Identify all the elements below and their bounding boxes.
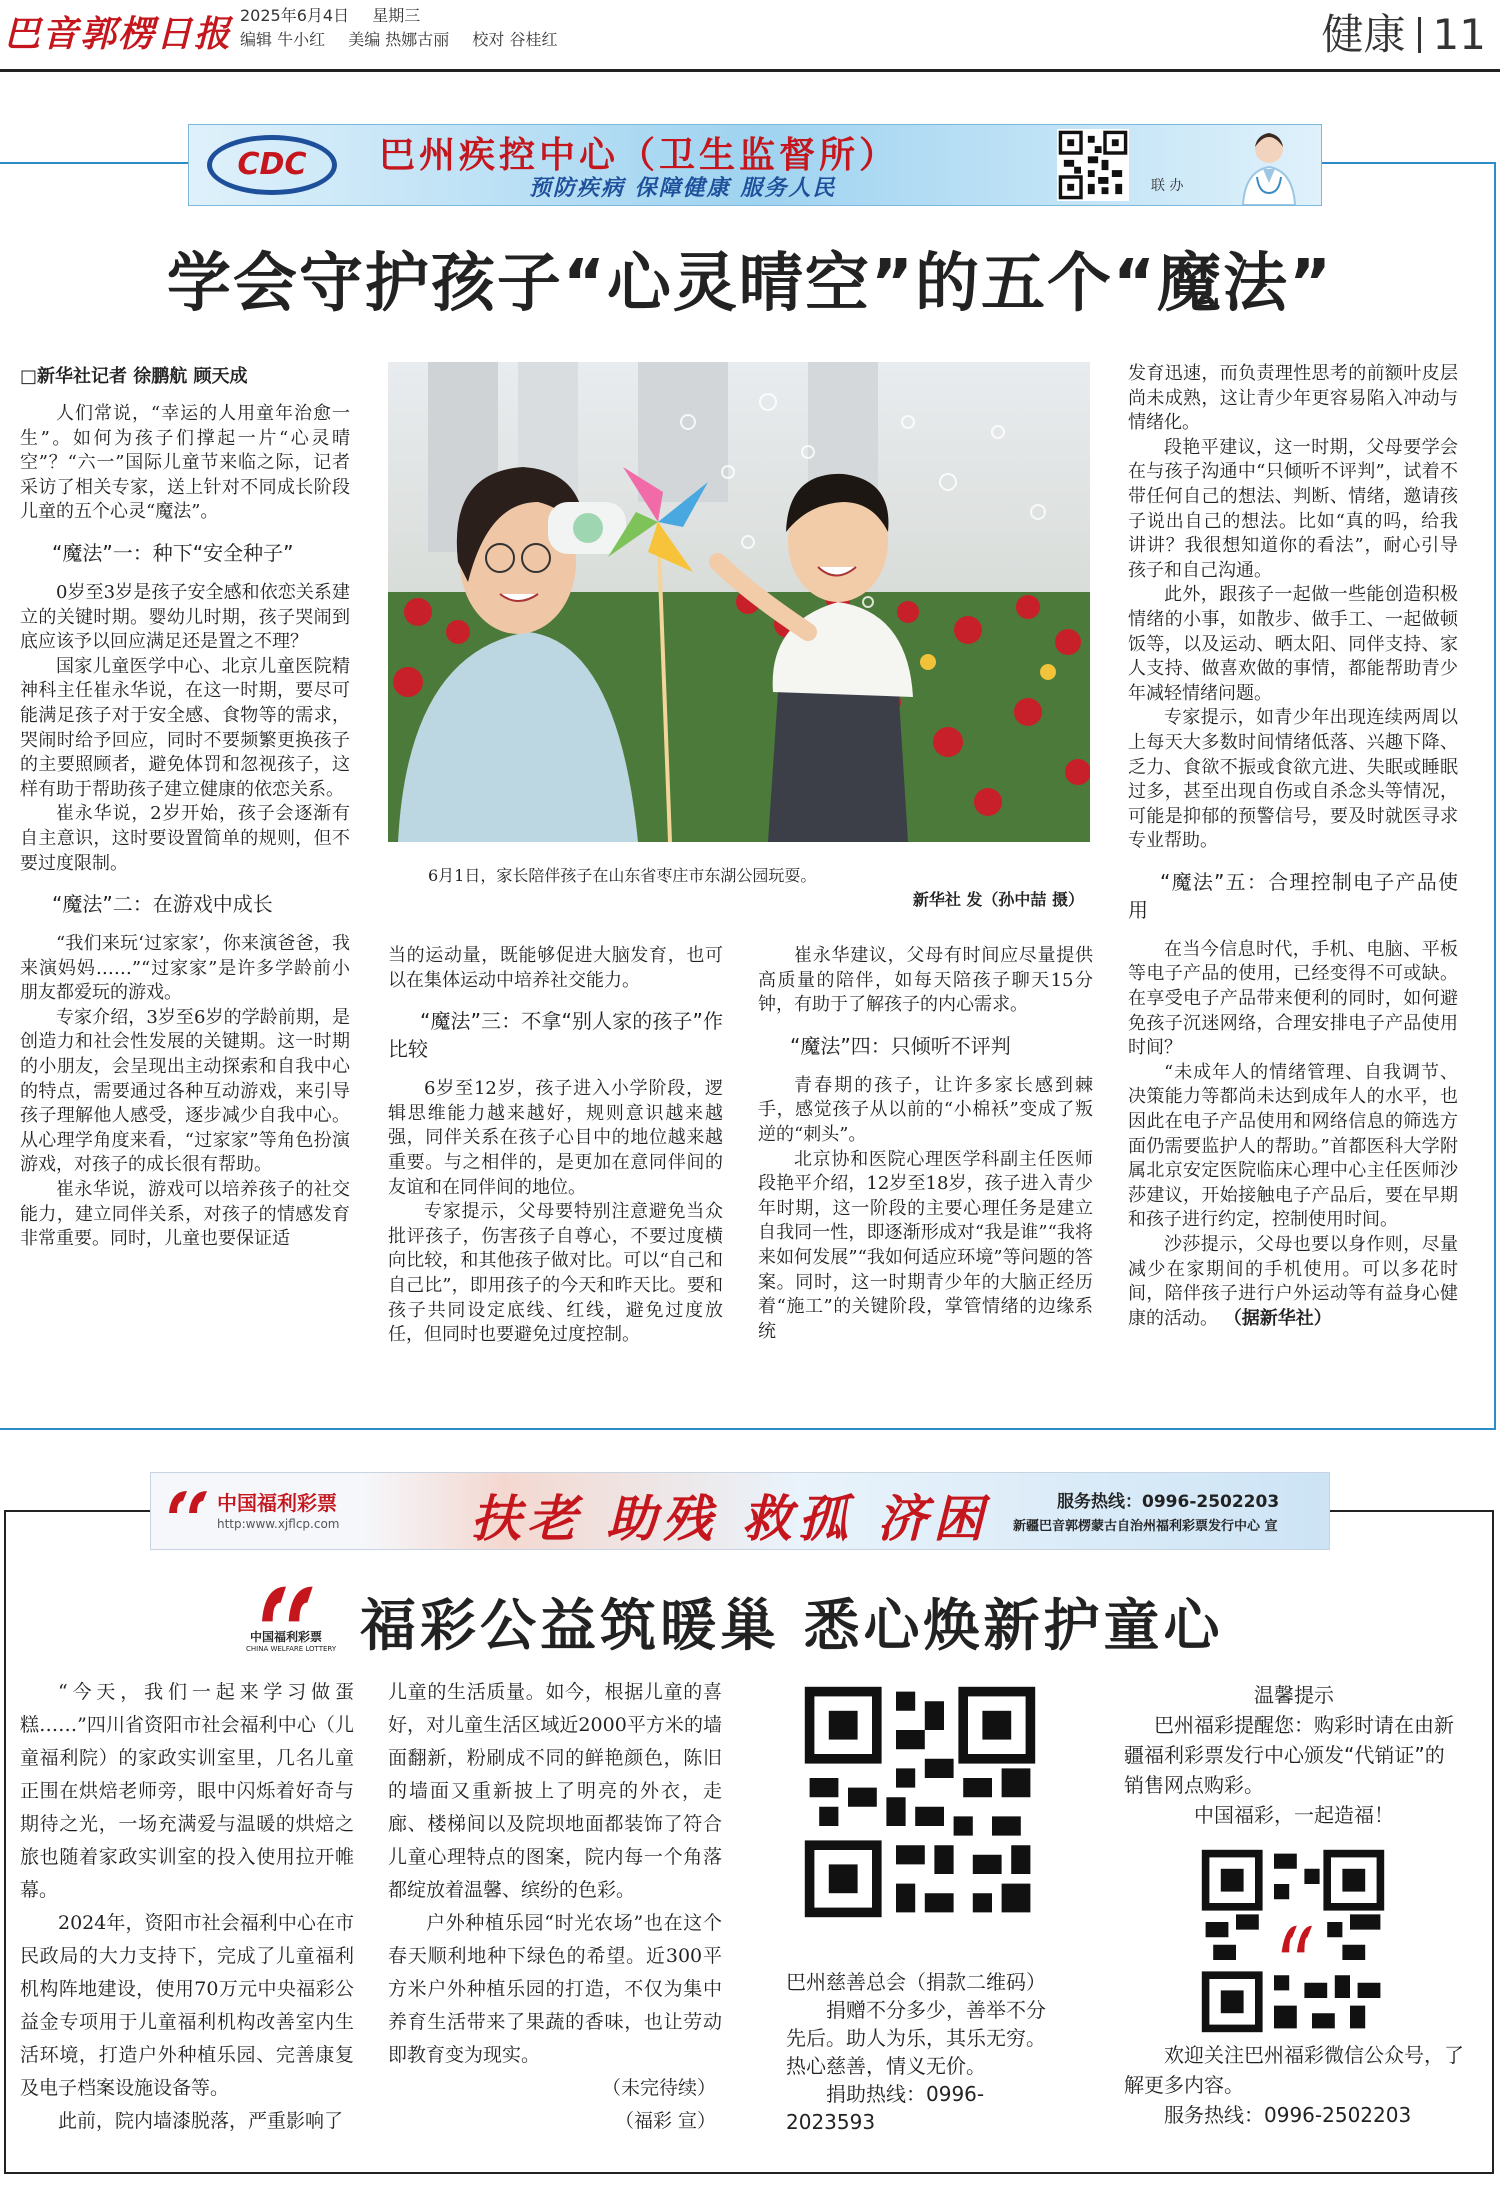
section-heading: “魔法”五：合理控制电子产品使用 xyxy=(1128,869,1458,922)
cdc-banner xyxy=(188,124,1322,206)
donation-title: 巴州慈善总会（捐款二维码） xyxy=(786,1970,1046,1994)
photo-caption xyxy=(388,864,1090,912)
proofreader: 校对 谷桂红 xyxy=(472,30,558,49)
lottery-slogan: 扶老 助残 救孤 济困 xyxy=(471,1490,990,1548)
cdc-title: 巴州疾控中心（卫生监督所） xyxy=(379,135,900,176)
donation-qr-code-icon xyxy=(800,1682,1040,1922)
paragraph: 崔永华说，2岁开始，孩子会逐渐有自主意识，这时要设置简单的规则，但不要过度限制。 xyxy=(20,803,350,874)
cdc-qr-code-icon xyxy=(1057,129,1129,201)
article-column-1 xyxy=(20,402,350,1252)
wechat-qr-code-icon xyxy=(1198,1846,1388,2036)
lottery-banner xyxy=(150,1472,1330,1550)
cdc-logo: CDC xyxy=(207,135,337,195)
paragraph: 发育迅速，而负责理性思考的前额叶皮层尚未成熟，这让青少年更容易陷入冲动与情绪化。 xyxy=(1128,363,1458,434)
paragraph: 6岁至12岁，孩子进入小学阶段，逻辑思维能力越来越好，规则意识越来越强，同伴关系在孩子心目中的地位越来越重要。与之相伴的，是更加在意同伴间的友谊和在同伴间的地位。 xyxy=(388,1078,723,1198)
lottery-hotline: 服务热线：0996-2502203 xyxy=(1057,1492,1280,1512)
cdc-partner-label: 联 办 xyxy=(1151,178,1184,194)
paragraph: 段艳平建议，这一时期，父母要学会在与孩子沟通中“只倾听不评判”，试着不带任何自己的想法、判断、情绪，邀请孩子说出自己的想法。比如“真的吗，给我讲讲？我很想知道你的看法”，耐心引导孩子和自己沟通。 xyxy=(1128,436,1458,581)
paragraph: 专家提示，父母要特别注意避免当众批评孩子，伤害孩子自尊心，不要过度横向比较，和其他孩子做对比。可以“自己和自己比”，即用孩子的今天和昨天比。要和孩子共同设定底线、红线，避免过度放任，但同时也要避免过度控制。 xyxy=(388,1201,723,1346)
donation-hotline: 捐助热线：0996-2023593 xyxy=(786,2082,985,2134)
logo-brand-subtext: CHINA WELFARE LOTTERY xyxy=(246,1645,337,1653)
editor: 编辑 牛小红 xyxy=(240,30,326,49)
article-source: （据新华社） xyxy=(1223,1307,1332,1329)
paper-name: 巴音郭楞日报 xyxy=(4,14,233,55)
tips-footer xyxy=(1124,2040,1464,2130)
photo-credit: 新华社 发（孙中喆 摄） xyxy=(912,890,1084,909)
section-divider xyxy=(1418,17,1421,53)
paragraph: 在当今信息时代，手机、电脑、平板等电子产品的使用，已经变得不可或缺。在享受电子产品带来便利的同时，如何避免孩子沉迷网络，合理安排电子产品使用时间？ xyxy=(1128,938,1458,1059)
tips-follow: 欢迎关注巴州福彩微信公众号，了解更多内容。 xyxy=(1124,2043,1464,2097)
welfare-lottery-logo-icon xyxy=(165,1487,209,1517)
paragraph: 此前，院内墙漆脱落，严重影响了 xyxy=(58,2110,344,2132)
section-name: 健康 xyxy=(1321,10,1406,59)
issue-date: 2025年6月4日 xyxy=(240,6,350,25)
section-heading: “魔法”一：种下“安全种子” xyxy=(52,540,294,565)
donation-info xyxy=(786,1968,1062,2136)
lottery-column-1 xyxy=(20,1676,354,2138)
section-heading: “魔法”二：在游戏中成长 xyxy=(52,892,273,917)
paragraph: 此外，跟孩子一起做一些能创造积极情绪的小事，如散步、做手工、一起做顿饭等，以及运动、晒太阳、同伴支持、家人支持、做喜欢做的事情，都能帮助青少年减轻情绪问题。 xyxy=(1128,584,1458,704)
paragraph: “我们来玩‘过家家’，你来演爸爸，我来演妈妈……”“过家家”是许多学龄前小朋友都爱玩的游戏。 xyxy=(20,933,350,1004)
article-source: （福彩 宣） xyxy=(614,2110,716,2132)
lottery-article-logo xyxy=(246,1584,337,1653)
paragraph: 崔永华说，游戏可以培养孩子的社交能力，建立同伴关系，对孩子的情感发育非常重要。同时，儿童也要保证适 xyxy=(20,1179,350,1250)
lottery-article-title: 福彩公益筑暖巢 悉心焕新护童心 xyxy=(360,1593,1224,1659)
paragraph-text: 沙莎提示，父母也要以身作则，尽量减少在家期间的手机使用。可以多花时间，陪伴孩子进行户外运动等有益身心健康的活动。 xyxy=(1128,1234,1458,1329)
lottery-brand: 中国福利彩票 xyxy=(217,1491,337,1515)
section-heading: “魔法”三：不拿“别人家的孩子”作比较 xyxy=(388,1009,723,1062)
paragraph: 0岁至3岁是孩子安全感和依恋关系建立的关键时期。婴幼儿时期，孩子哭闹到底应该予以回应满足还是置之不理？ xyxy=(20,581,350,653)
continued-note: （未完待续） xyxy=(601,2077,716,2099)
lottery-column-2 xyxy=(388,1676,722,2138)
page-number: 11 xyxy=(1432,10,1486,59)
paragraph: 儿童的生活质量。如今，根据儿童的喜好，对儿童生活区域近2000平方米的墙面翻新，粉刷成不同的鲜艳颜色，陈旧的墙面又重新披上了明亮的外衣，走廊、楼梯间以及院坝地面都装饰了符合儿童心理特点的图案，院内每一个角落都绽放着温馨、缤纷的色彩。 xyxy=(388,1681,722,1901)
tips-hotline: 服务热线：0996-2502203 xyxy=(1164,2103,1412,2127)
paragraph xyxy=(1128,1233,1458,1331)
cdc-slogan: 预防疾病 保障健康 服务人民 xyxy=(529,176,837,201)
article-byline: □新华社记者 徐鹏航 顾天成 xyxy=(20,366,248,387)
paragraph: “未成年人的情绪管理、自我调节、决策能力等都尚未达到成年人的水平，也因此在电子产品使用和网络信息的筛选方面仍需要监护人的帮助。”首都医科大学附属北京安定医院临床心理中心主任医师沙莎建议，开始接触电子产品后，要在早期和孩子进行约定，控制使用时间。 xyxy=(1128,1061,1458,1231)
masthead xyxy=(0,0,1500,72)
issue-weekday: 星期三 xyxy=(372,6,421,25)
section-label xyxy=(1322,2,1486,62)
section-heading: “魔法”四：只倾听不评判 xyxy=(790,1033,1011,1058)
paragraph: 北京协和医院心理医学科副主任医师段艳平介绍，12岁至18岁，孩子进入青少年时期，这一阶段的主要心理任务是建立自我同一性，即逐渐形成对“我是谁”“我将来如何发展”“我如何适应环境”等问题的答案。同时，这一时期青少年的大脑正经历着“施工”的关键阶段，掌管情绪的边缘系统 xyxy=(758,1148,1093,1342)
paragraph: 青春期的孩子，让许多家长感到棘手，感觉孩子从以前的“小棉袄”变成了叛逆的“刺头”。 xyxy=(758,1074,1093,1145)
tips-motto: 中国福彩，一起造福！ xyxy=(1194,1803,1394,1827)
article-column-2 xyxy=(388,944,723,1348)
paragraph: 专家介绍，3岁至6岁的学龄前期，是创造力和社会性发展的关键期。这一时期的小朋友，会呈现出主动探索和自我中心的特点，需要通过各种互动游戏，来引导孩子理解他人感受，逐步减少自我中心。从心理学角度来看，“过家家”等角色扮演游戏，对孩子的成长很有帮助。 xyxy=(20,1006,350,1176)
paragraph: “今天，我们一起来学习做蛋糕……”四川省资阳市社会福利中心（儿童福利院）的家政实训室里，几名儿童正围在烘焙老师旁，眼中闪烁着好奇与期待之光，一场充满爱与温暖的烘焙之旅也随着家政实训室的投入使用拉开帷幕。 xyxy=(20,1681,354,1901)
welfare-lottery-logo-icon xyxy=(256,1584,316,1624)
article-column-4 xyxy=(1128,362,1458,1331)
tips-box xyxy=(1124,1680,1464,1830)
paragraph: 国家儿童医学中心、北京儿童医院精神科主任崔永华说，在这一时期，要尽可能满足孩子对于安全感、食物等的需求，哭闹时给予回应，同时不要频繁更换孩子的主要照顾者，避免体罚和忽视孩子，这样有助于帮助孩子建立健康的依恋关系。 xyxy=(20,655,350,800)
designer: 美编 热娜古丽 xyxy=(348,30,450,49)
logo-brand-text: 中国福利彩票 xyxy=(249,1630,322,1644)
paragraph: 2024年，资阳市社会福利中心在市民政局的大力支持下，完成了儿童福利机构阵地建设，使用70万元中央福彩公益金专项用于儿童福利机构改善室内生活环境，打造户外种植乐园、完善康复及电子档案设施设备等。 xyxy=(20,1912,354,2099)
paragraph: 户外种植乐园“时光农场”也在这个春天顺利地种下绿色的希望。近300平方米户外种植乐园的打造，不仅为集中养育生活带来了果蔬的香味，也让劳动即教育变为现实。 xyxy=(388,1912,722,2066)
tips-text: 巴州福彩提醒您：购彩时请在由新疆福利彩票发行中心颁发“代销证”的销售网点购彩。 xyxy=(1124,1713,1454,1797)
issue-info xyxy=(240,4,575,52)
tips-title: 温馨提示 xyxy=(1254,1683,1334,1707)
doctor-icon xyxy=(1229,127,1309,205)
lottery-issuer: 新疆巴音郭楞蒙古自治州福利彩票发行中心 宣 xyxy=(1013,1519,1278,1534)
paragraph: 崔永华建议，父母有时间应尽量提供高质量的陪伴，如每天陪孩子聊天15分钟，有助于了解孩子的内心需求。 xyxy=(758,945,1093,1016)
lottery-url: http:www.xjflcp.com xyxy=(217,1517,340,1531)
paragraph: 专家提示，如青少年出现连续两周以上每天大多数时间情绪低落、兴趣下降、乏力、食欲不振或食欲亢进、失眠或睡眠过多，甚至出现自伤或自杀念头等情况，可能是抑郁的预警信号，要及时就医寻求专业帮助。 xyxy=(1128,707,1458,852)
article-title: 学会守护孩子“心灵晴空”的五个“魔法” xyxy=(166,247,1334,321)
paragraph: 当的运动量，既能够促进大脑发育，也可以在集体运动中培养社交能力。 xyxy=(388,945,723,991)
article-photo xyxy=(388,362,1090,842)
paragraph: 人们常说，“幸运的人用童年治愈一生”。如何为孩子们撑起一片“心灵晴空”？“六一”国际儿童节来临之际，记者采访了相关专家，送上针对不同成长阶段儿童的五个心灵“魔法”。 xyxy=(20,403,350,523)
donation-text: 捐赠不分多少，善举不分先后。助人为乐，其乐无穷。热心慈善，情义无价。 xyxy=(786,1998,1046,2078)
article-column-3 xyxy=(758,944,1093,1344)
caption-text: 6月1日，家长陪伴孩子在山东省枣庄市东湖公园玩耍。 xyxy=(428,866,817,885)
